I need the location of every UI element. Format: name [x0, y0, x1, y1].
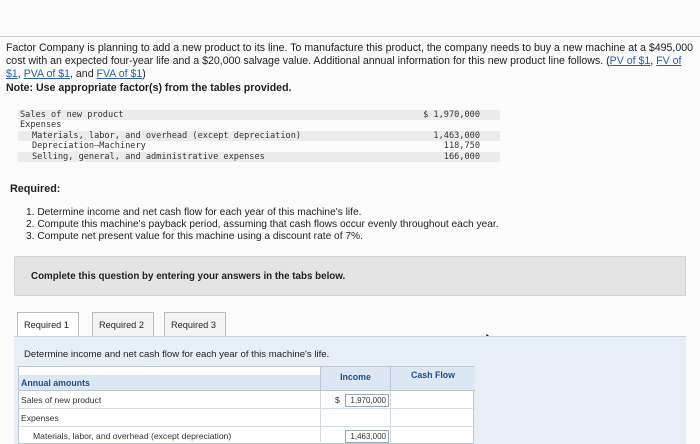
required-item: 1. Determine income and net cash flow for each year of this machine's life.: [26, 207, 362, 218]
required-item: 3. Compute net present value for this machine using a discount rate of 7%.: [26, 231, 363, 242]
row-label: Expenses: [21, 413, 59, 423]
note-text: Note: Use appropriate factor(s) from the tables provided.: [6, 82, 292, 94]
problem-intro: [6, 42, 696, 81]
tab-required-1[interactable]: Required 1: [17, 312, 79, 336]
info-label: Depreciation—Machinery: [32, 141, 146, 152]
info-label: Sales of new product: [20, 110, 124, 120]
pv-of-1-link[interactable]: PV of $1: [609, 55, 651, 67]
cash-flow-cell[interactable]: [390, 427, 475, 444]
income-input[interactable]: 1,970,000: [345, 394, 389, 407]
fva-of-1-link[interactable]: FVA of $1: [96, 68, 143, 80]
info-label: Materials, labor, and overhead (except depreciation): [32, 130, 302, 141]
row-label: Materials, labor, and overhead (except depreciation): [33, 431, 232, 441]
tab-required-3[interactable]: Required 3: [164, 312, 226, 336]
currency-symbol: $: [335, 395, 340, 405]
cash-flow-cell: [390, 409, 475, 427]
link-separator: , and: [70, 68, 97, 80]
link-separator: ,: [17, 68, 24, 80]
info-amount: $ 1,970,000: [423, 110, 480, 120]
income-cell: [320, 391, 390, 409]
pva-of-1-link[interactable]: PVA of $1: [23, 68, 71, 80]
top-divider: [0, 36, 700, 37]
panel-title: Determine income and net cash flow for each year of this machine's life.: [24, 349, 330, 360]
info-amount: 1,463,000: [433, 130, 480, 141]
income-cell: [320, 427, 390, 444]
info-row-depreciation: [18, 141, 500, 151]
info-row-sales: [18, 110, 500, 120]
header-income: Income: [320, 367, 390, 391]
product-info-table: [18, 110, 500, 162]
cash-flow-cell[interactable]: [390, 391, 475, 409]
intro-close-paren: ): [142, 68, 146, 80]
income-cell: [320, 409, 390, 427]
link-separator: ,: [650, 55, 657, 67]
income-cashflow-table: [18, 366, 474, 444]
intro-text: Factor Company is planning to add a new product to its line. To manufacture this product, the company needs to buy a new machine at a $495,000 cost with an expected four-year life and a $20,000 salvage value. Additional annual information for this new product line follows. (: [6, 42, 694, 67]
instructions-banner: [14, 256, 686, 296]
row-label: Sales of new product: [21, 395, 102, 405]
required-heading: Required:: [10, 183, 61, 195]
table-row: [19, 409, 475, 427]
instructions-text: Complete this question by entering your answers in the tabs below.: [31, 271, 346, 282]
required-item: 2. Compute this machine's payback period, assuming that cash flows occur evenly throughout each year.: [26, 219, 499, 230]
table-row: [19, 391, 475, 409]
required-list: [26, 207, 499, 243]
tab-required-2[interactable]: Required 2: [92, 312, 154, 336]
info-row-materials: [18, 131, 500, 141]
info-amount: 118,750: [443, 141, 480, 152]
info-label: Selling, general, and administrative expenses: [32, 151, 265, 162]
table-row: [19, 427, 475, 444]
info-row-expenses: [18, 120, 500, 130]
info-row-selling: [18, 152, 500, 162]
info-amount: 166,000: [443, 151, 480, 162]
income-input[interactable]: 1,463,000: [345, 430, 389, 443]
fv-of-1-link[interactable]: FV of $1: [6, 55, 682, 80]
info-label: Expenses: [20, 120, 62, 131]
header-cash-flow: Cash Flow: [390, 367, 475, 391]
header-annual-amounts: Annual amounts: [19, 375, 320, 391]
